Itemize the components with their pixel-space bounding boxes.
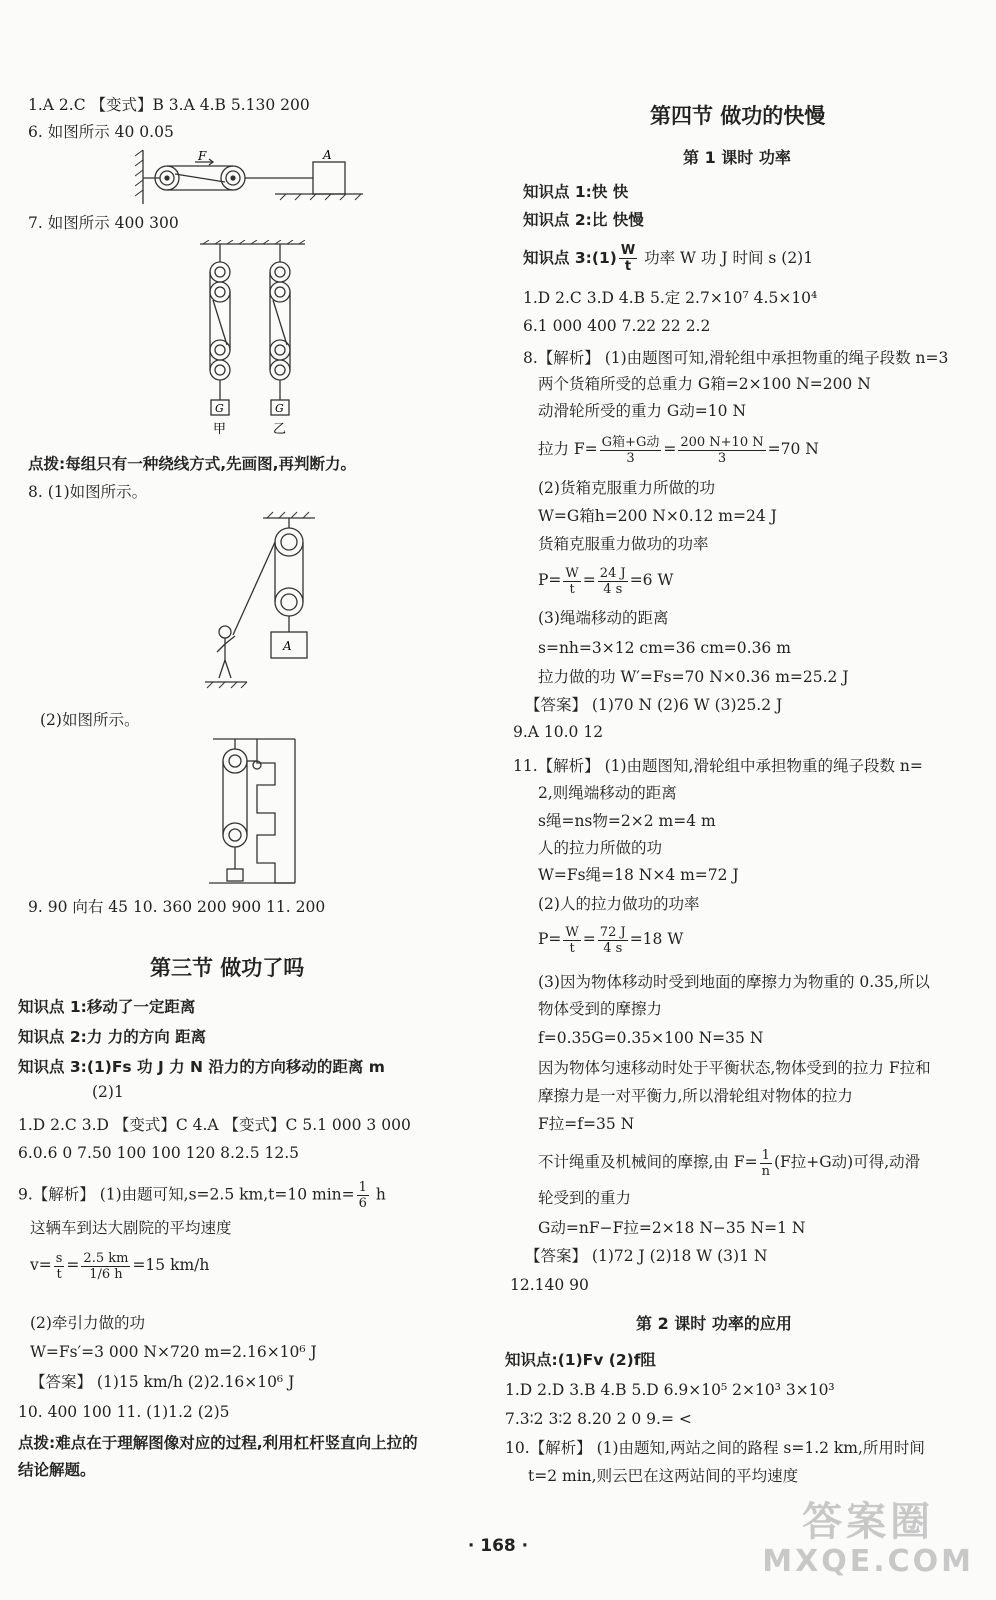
q8-e: (2)货箱克服重力所做的功 <box>538 479 715 497</box>
r2-answers-2: 7.3∶2 3∶2 8.20 2 0 9.= < <box>505 1410 692 1428</box>
q8-j: s=nh=3×12 cm=36 cm=0.36 m <box>538 639 791 657</box>
q9-answer: 【答案】 (1)15 km/h (2)2.16×10⁶ J <box>30 1373 295 1391</box>
knowledge-2: 知识点 2:力 力的方向 距离 <box>18 1028 207 1046</box>
q8-h: P= $\frac{W}{t}$ = $\frac{24 J}{4 s}$ =6 W <box>538 565 674 597</box>
pulley-figure-horizontal <box>135 148 365 206</box>
q11-h: (3)因为物体移动时受到地面的摩擦力为物重的 0.35,所以 <box>538 973 930 991</box>
watermark-logo: 答案圈 MXQE.COM <box>762 1499 974 1579</box>
answer-line-8: 8. (1)如图所示。 <box>28 483 148 501</box>
q11-m: F拉=f=35 N <box>538 1115 635 1133</box>
answer-line-8-2: (2)如图所示。 <box>40 711 140 729</box>
q11-d: 人的拉力所做的功 <box>538 839 663 857</box>
r-knowledge-1: 知识点 1:快 快 <box>523 183 629 201</box>
r-answers-1: 1.D 2.C 3.D 4.B 5.定 2.7×10⁷ 4.5×10⁴ <box>523 289 818 307</box>
q9-line-e: W=Fs′=3 000 N×720 m=2.16×10⁶ J <box>30 1343 317 1361</box>
answer-line-1: 1.A 2.C 【变式】B 3.A 4.B 5.130 200 <box>28 96 310 114</box>
answers-2: 6.0.6 0 7.50 100 100 120 8.2.5 12.5 <box>18 1144 300 1162</box>
q8-i: (3)绳端移动的距离 <box>538 609 669 627</box>
q9-line-c: v= $\frac{s}{t}$ = $\frac{2.5 km}{1/6 h}$ =15 km/h <box>30 1250 210 1282</box>
r2-q10-b: t=2 min,则云巴在这两站间的平均速度 <box>528 1467 799 1485</box>
label-yi: 乙 <box>273 422 287 437</box>
label-jia: 甲 <box>213 422 227 437</box>
q8-answer: 【答案】 (1)70 N (2)6 W (3)25.2 J <box>525 696 783 714</box>
pulley-figure-vertical-pair <box>195 240 315 440</box>
pulley-figure-person <box>195 510 325 690</box>
q9-line-b: 这辆车到达大剧院的平均速度 <box>30 1219 232 1237</box>
label-F: F <box>198 149 207 163</box>
q8-c: 动滑轮所受的重力 G动=10 N <box>538 402 747 420</box>
q11-o: 轮受到的重力 <box>538 1189 632 1207</box>
q9-line-a: 9.【解析】 (1)由题可知,s=2.5 km,t=10 min= $\frac{1}{6}$ h <box>18 1180 386 1211</box>
label-G-yi: G <box>275 402 284 415</box>
q11-k: 因为物体匀速移动时处于平衡状态,物体受到的拉力 F拉和 <box>538 1059 931 1077</box>
q8-b: 两个货箱所受的总重力 G箱=2×100 N=200 N <box>538 375 871 393</box>
lesson-2-title: 第 2 课时 功率的应用 <box>636 1314 792 1333</box>
q11-b: 2,则绳端移动的距离 <box>538 784 677 802</box>
pulley-figure-wall <box>205 735 305 887</box>
q11-c: s绳=ns物=2×2 m=4 m <box>538 812 716 830</box>
q11-p: G动=nF−F拉=2×18 N−35 N=1 N <box>538 1219 806 1237</box>
r2-answers-1: 1.D 2.D 3.B 4.B 5.D 6.9×10⁵ 2×10³ 3×10³ <box>505 1381 835 1399</box>
q11-answer: 【答案】 (1)72 J (2)18 W (3)1 N <box>525 1247 768 1265</box>
tip-1: 点拨:每组只有一种绕线方式,先画图,再判断力。 <box>28 455 356 473</box>
lesson-1-title: 第 1 课时 功率 <box>683 148 791 167</box>
q11-n: 不计绳重及机械间的摩擦,由 F= $\frac{1}{n}$ (F拉+G动)可得,动滑 <box>538 1147 921 1179</box>
r-answers-12: 12.140 90 <box>510 1276 589 1294</box>
q9-text: 9.【解析】 (1)由题可知,s=2.5 km,t=10 min= <box>18 1185 355 1204</box>
label-G-jia: G <box>215 402 224 415</box>
page-number: · 168 · <box>467 1536 529 1556</box>
r-answers-2: 6.1 000 400 7.22 22 2.2 <box>523 317 711 335</box>
q11-g: P= $\frac{W}{t}$ = $\frac{72 J}{4 s}$ =18 W <box>538 924 684 956</box>
q11-e: W=Fs绳=18 N×4 m=72 J <box>538 866 739 884</box>
section-4-title: 第四节 做功的快慢 <box>650 104 826 128</box>
answer-line-6: 6. 如图所示 40 0.05 <box>28 123 174 141</box>
q11-f: (2)人的拉力做功的功率 <box>538 895 700 913</box>
section-3-title: 第三节 做功了吗 <box>150 956 305 980</box>
answers-1: 1.D 2.C 3.D 【变式】C 4.A 【变式】C 5.1 000 3 000 <box>18 1116 411 1134</box>
label-A-box: A <box>283 639 292 653</box>
answers-10-11: 10. 400 100 11. (1)1.2 (2)5 <box>18 1403 230 1421</box>
q8-f: W=G箱h=200 N×0.12 m=24 J <box>538 507 777 525</box>
q11-j: f=0.35G=0.35×100 N=35 N <box>538 1029 764 1047</box>
tip-2: 点拨:难点在于理解图像对应的过程,利用杠杆竖直向上拉的 <box>18 1434 418 1452</box>
q8-d: 拉力 F= $\frac{\text{G箱+G动}}{3}$ = $\frac{200 N+10 N}{3}$ =70 N <box>538 434 819 466</box>
r-knowledge-2: 知识点 2:比 快慢 <box>523 211 644 229</box>
answer-line-7: 7. 如图所示 400 300 <box>28 214 179 232</box>
q11-i: 物体受到的摩擦力 <box>538 1000 663 1018</box>
r2-knowledge: 知识点:(1)Fv (2)f阻 <box>505 1351 656 1369</box>
q8-a: 8.【解析】 (1)由题图可知,滑轮组中承担物重的绳子段数 n=3 <box>523 349 949 367</box>
q11-l: 摩擦力是一对平衡力,所以滑轮组对物体的拉力 <box>538 1087 853 1105</box>
q9-fraction: $\frac{1}{6}$ <box>358 1180 367 1211</box>
r-answers-9-10: 9.A 10.0 12 <box>513 723 604 741</box>
tip-2b: 结论解题。 <box>18 1461 96 1479</box>
q11-a: 11.【解析】 (1)由题图知,滑轮组中承担物重的绳子段数 n= <box>513 757 923 775</box>
answer-line-9: 9. 90 向右 45 10. 360 200 900 11. 200 <box>28 898 326 916</box>
label-A: A <box>323 148 332 162</box>
knowledge-1: 知识点 1:移动了一定距离 <box>18 998 196 1016</box>
r-knowledge-3: 知识点 3:(1) $\frac{W}{t}$ 功率 W 功 J 时间 s (2)1 <box>523 243 814 274</box>
q8-k: 拉力做的功 W′=Fs=70 N×0.36 m=25.2 J <box>538 668 849 686</box>
knowledge-3: 知识点 3:(1)Fs 功 J 力 N 沿力的方向移动的距离 m <box>18 1058 385 1076</box>
knowledge-3b: (2)1 <box>92 1083 124 1101</box>
q9-line-d: (2)牵引力做的功 <box>30 1314 145 1332</box>
r2-q10-a: 10.【解析】 (1)由题知,两站之间的路程 s=1.2 km,所用时间 <box>505 1439 925 1457</box>
q8-g: 货箱克服重力做功的功率 <box>538 535 709 553</box>
